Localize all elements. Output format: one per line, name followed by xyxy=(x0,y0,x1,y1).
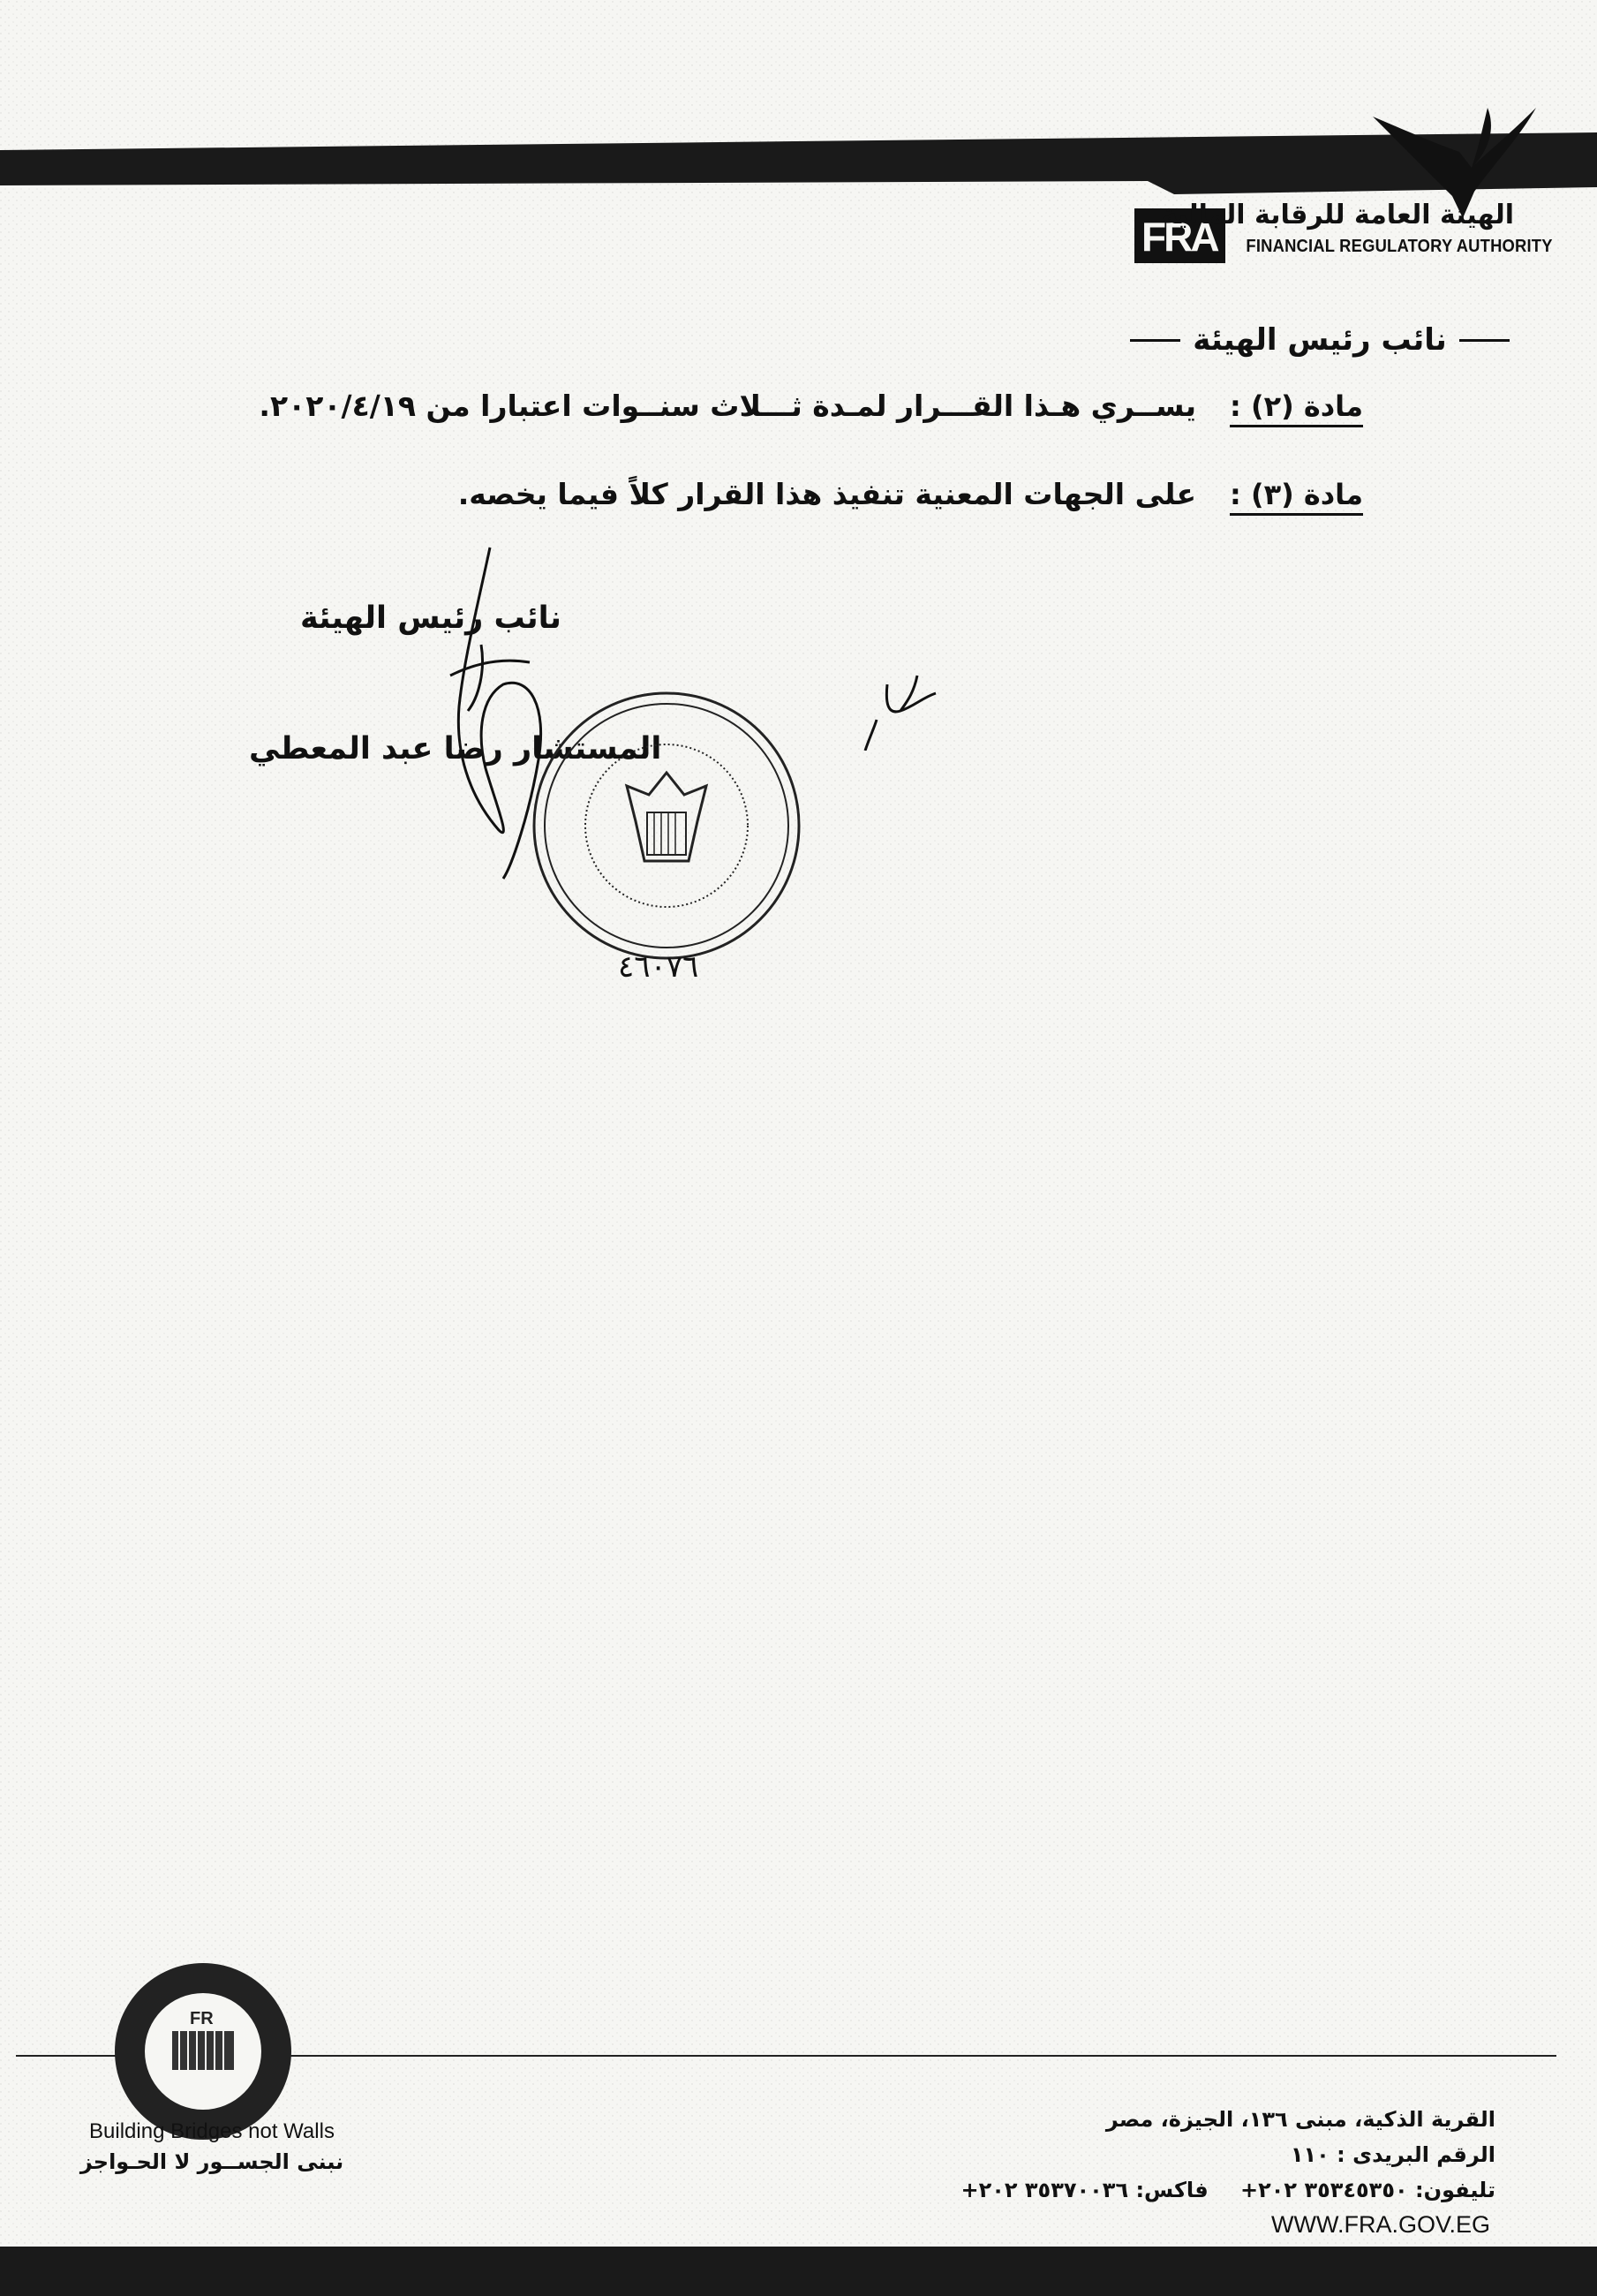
article-text: يســري هـذا القـــرار لمـدة ثـــلاث سنــوات اعتبارا من ٢٠٢٠/٤/١٩. xyxy=(259,389,1196,423)
reference-number: ٤٦٠٧٦ xyxy=(618,949,699,985)
fax-number: فاكس: ٣٥٣٧٠٠٣٦ ٢٠٢+ xyxy=(960,2178,1209,2202)
article-label: مادة (٣) : xyxy=(1230,478,1363,516)
slogan-english: Building Bridges not Walls xyxy=(89,2119,335,2143)
heading-dash-right xyxy=(1459,339,1510,342)
address-line-2: الرقم البريدى : ١١٠ xyxy=(1290,2142,1495,2167)
article-text: على الجهات المعنية تنفيذ هذا القرار كلاً فيما يخصه. xyxy=(457,477,1196,511)
office-heading-text: نائب رئيس الهيئة xyxy=(1193,322,1447,358)
egypt-emblem-icon xyxy=(110,1959,296,2144)
signatory-title: نائب رئيس الهيئة xyxy=(300,600,561,636)
article-3 xyxy=(458,477,1363,516)
signatory-name: المستشار رضا عبد المعطي xyxy=(249,731,662,767)
phone-fax-line xyxy=(878,2172,1495,2208)
logo-english-name: FINANCIAL REGULATORY AUTHORITY xyxy=(1246,237,1553,256)
office-heading xyxy=(1130,322,1510,358)
website-link[interactable]: WWW.FRA.GOV.EG xyxy=(1271,2211,1491,2238)
address-line-1: القرية الذكية، مبنى ١٣٦، الجيزة، مصر xyxy=(1105,2107,1495,2132)
article-label: مادة (٢) : xyxy=(1230,389,1363,427)
phone-number: تليفون: ٣٥٣٤٥٣٥٠ ٢٠٢+ xyxy=(1240,2178,1495,2202)
handwritten-initials xyxy=(852,667,949,751)
footer-address xyxy=(878,2102,1495,2208)
logo-arabic-name: الهيئة العامة للرقابة المالية xyxy=(1161,200,1514,230)
slogan-arabic: نبنى الجســور لا الحـواجز xyxy=(79,2149,344,2174)
article-2 xyxy=(259,389,1363,427)
svg-text:FRA: FRA xyxy=(1141,214,1217,260)
footer-band xyxy=(0,2243,1597,2296)
svg-text:FR: FR xyxy=(190,2009,214,2028)
heading-dash-left xyxy=(1130,339,1180,342)
official-stamp xyxy=(530,689,803,963)
